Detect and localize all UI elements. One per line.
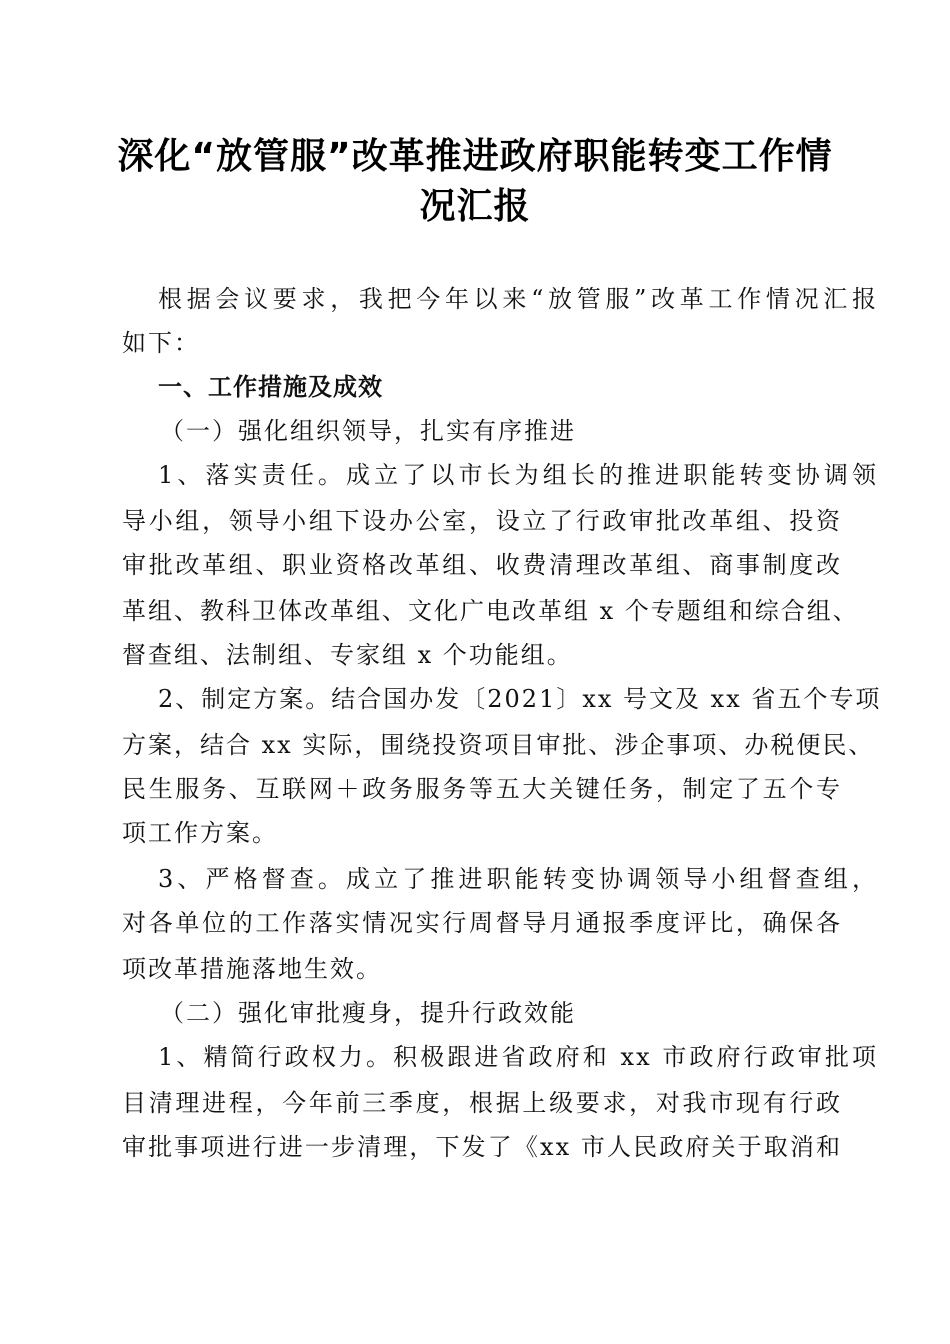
paragraph-line: 方案，结合 xx 实际，围绕投资项目审批、涉企事项、办税便民、 [122,731,875,759]
paragraph-line: 民生服务、互联网＋政务服务等五大关键任务，制定了五个专 [122,775,842,803]
section-heading: 一、工作措施及成效 [158,373,383,401]
title-line-2: 况汇报 [419,186,531,227]
paragraph-line: 目清理进程，今年前三季度，根据上级要求，对我市现有行政 [122,1089,842,1117]
paragraph-line: 2、制定方案。结合国办发〔2021〕xx 号文及 xx 省五个专项 [158,685,882,713]
subsection-heading: （一）强化组织领导，扎实有序推进 [160,417,576,445]
paragraph-line: 项工作方案。 [122,819,278,847]
paragraph-line: 督查组、法制组、专家组 x 个功能组。 [122,641,573,669]
paragraph-line: 如下： [122,329,200,357]
paragraph-line: 导小组，领导小组下设办公室，设立了行政审批改革组、投资 [122,507,842,535]
document-title [100,132,850,232]
paragraph-line: 革组、教科卫体改革组、文化广电改革组 x 个专题组和综合组、 [122,597,859,625]
paragraph-line: 3、严格督查。成立了推进职能转变协调领导小组督查组， [158,865,878,893]
paragraph-line: 审批事项进行进一步清理，下发了《xx 市人民政府关于取消和 [122,1133,842,1161]
paragraph-line: 对各单位的工作落实情况实行周督导月通报季度评比，确保各 [122,909,842,937]
title-line-1: 深化“放管服”改革推进政府职能转变工作情 [117,136,833,177]
paragraph-line: 项改革措施落地生效。 [122,955,382,983]
paragraph-line: 审批改革组、职业资格改革组、收费清理改革组、商事制度改 [122,551,842,579]
paragraph-line: 根据会议要求，我把今年以来“放管服”改革工作情况汇报 [158,285,878,313]
paragraph-line: 1、落实责任。成立了以市长为组长的推进职能转变协调领 [158,461,878,489]
paragraph-line: 1、精简行政权力。积极跟进省政府和 xx 市政府行政审批项 [158,1043,878,1071]
subsection-heading: （二）强化审批瘦身，提升行政效能 [160,999,576,1027]
